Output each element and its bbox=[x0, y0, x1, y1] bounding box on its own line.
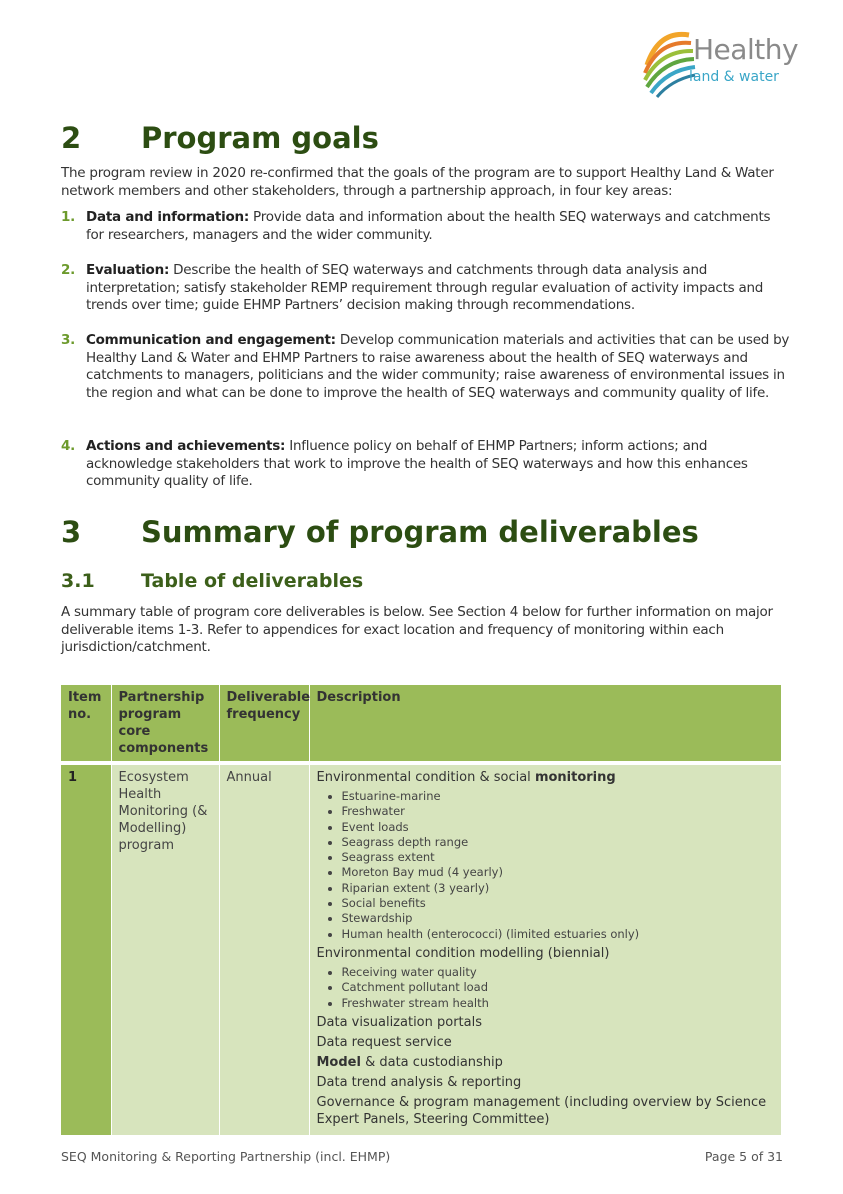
cell-item-no: 1 bbox=[61, 765, 111, 1135]
list-item: • Receiving water quality bbox=[342, 965, 774, 980]
section-title: Program goals bbox=[141, 121, 379, 155]
logo-mark-icon bbox=[639, 25, 699, 100]
goal-text: Develop communication materials and activities that can be used by Healthy Land & Water and EHMP Partners to raise awareness about the health of SEQ waterways and catchments to managers, politicians and the wider community; raise awareness of environmental issues in the region and what can be done to improve the health of SEQ waterways and community quality of life. bbox=[86, 332, 790, 401]
table-row bbox=[61, 765, 781, 1135]
list-item: • Social benefits bbox=[342, 896, 774, 911]
goal-text: Provide data and information about the health SEQ waterways and catchments for researchers, managers and the wider community. bbox=[86, 209, 771, 243]
header-components: Partnership program core components bbox=[111, 685, 219, 761]
goal-label: Evaluation: bbox=[86, 262, 170, 278]
table-header-row bbox=[61, 685, 781, 761]
monitoring-heading bbox=[317, 769, 774, 786]
desc-request: Data request service bbox=[316, 1034, 452, 1050]
healthy-land-water-logo bbox=[637, 25, 817, 103]
list-item: • Moreton Bay mud (4 yearly) bbox=[342, 865, 774, 880]
goal-label: Data and information: bbox=[86, 209, 249, 225]
desc-custodianship bbox=[317, 1054, 774, 1071]
section-2-heading bbox=[61, 121, 379, 155]
desc-portals: Data visualization portals bbox=[316, 1014, 483, 1030]
section-number: 2 bbox=[61, 121, 82, 155]
logo-word-land-water: land & water bbox=[689, 69, 779, 85]
subsection-3-1-heading bbox=[61, 570, 363, 592]
footer-document-title: SEQ Monitoring & Reporting Partnership (incl. EHMP) bbox=[61, 1149, 391, 1164]
desc-model-rest: & data custodianship bbox=[360, 1054, 503, 1070]
goal-label: Communication and engagement: bbox=[86, 332, 336, 348]
header-frequency: Deliverable frequency bbox=[219, 685, 309, 761]
list-item: • Riparian extent (3 yearly) bbox=[342, 881, 774, 896]
header-item-no: Item no. bbox=[61, 685, 111, 761]
monitoring-list bbox=[317, 789, 774, 942]
header-description: Description bbox=[309, 685, 781, 761]
list-item: • Catchment pollutant load bbox=[342, 980, 774, 995]
section-3-heading bbox=[61, 515, 699, 549]
section-number: 3 bbox=[61, 515, 82, 549]
goal-text: Describe the health of SEQ waterways and catchments through data analysis and interpretation; satisfy stakeholder REMP requirement through regular evaluation of activity impacts and trends over time; guide EHMP Partners’ decision making through recommendations. bbox=[86, 262, 764, 313]
cell-frequency: Annual bbox=[219, 765, 309, 1135]
desc-governance: Governance & program management (including overview by Science Expert Panels, Steering Committee) bbox=[316, 1094, 767, 1127]
footer-page-number: Page 5 of 31 bbox=[704, 1149, 783, 1164]
subsection-title: Table of deliverables bbox=[141, 570, 364, 592]
list-item: • Seagrass extent bbox=[342, 850, 774, 865]
modelling-heading: Environmental condition modelling (biennial) bbox=[316, 945, 610, 961]
list-item: • Event loads bbox=[342, 820, 774, 835]
goal-number: 2. bbox=[61, 262, 76, 278]
modelling-list bbox=[317, 965, 774, 1011]
desc-model-bold: Model bbox=[316, 1054, 361, 1070]
section-title: Summary of program deliverables bbox=[141, 515, 699, 549]
monitoring-heading-text: Environmental condition & social bbox=[316, 770, 535, 785]
cell-component: Ecosystem Health Monitoring (& Modelling) program bbox=[111, 765, 219, 1135]
desc-trend: Data trend analysis & reporting bbox=[316, 1074, 522, 1090]
deliverables-table bbox=[61, 685, 782, 1135]
list-item: • Freshwater bbox=[342, 804, 774, 819]
subsection-number: 3.1 bbox=[61, 570, 95, 592]
list-item: • Seagrass depth range bbox=[342, 835, 774, 850]
monitoring-heading-bold: monitoring bbox=[534, 770, 616, 785]
list-item: • Stewardship bbox=[342, 911, 774, 926]
goal-number: 1. bbox=[61, 209, 76, 225]
goal-label: Actions and achievements: bbox=[86, 438, 286, 454]
goal-number: 4. bbox=[61, 438, 76, 454]
list-item: • Estuarine-marine bbox=[342, 789, 774, 804]
cell-description bbox=[309, 765, 781, 1135]
section-3-intro: A summary table of program core deliverables is below. See Section 4 below for further information on major deliverable items 1-3. Refer to appendices for exact location and frequency of monitoring within each jurisdiction/catchment. bbox=[61, 604, 773, 655]
logo-word-healthy: Healthy bbox=[693, 33, 799, 66]
list-item: • Human health (enterococci) (limited estuaries only) bbox=[342, 927, 774, 942]
section-2-intro: The program review in 2020 re-confirmed that the goals of the program are to support Healthy Land & Water network members and other stakeholders, through a partnership approach, in four key areas: bbox=[61, 165, 774, 199]
goal-text: Influence policy on behalf of EHMP Partners; inform actions; and acknowledge stakeholders that work to improve the health of SEQ waterways and how this enhances community quality of life. bbox=[86, 438, 748, 489]
goal-number: 3. bbox=[61, 332, 76, 348]
list-item: • Freshwater stream health bbox=[342, 996, 774, 1011]
